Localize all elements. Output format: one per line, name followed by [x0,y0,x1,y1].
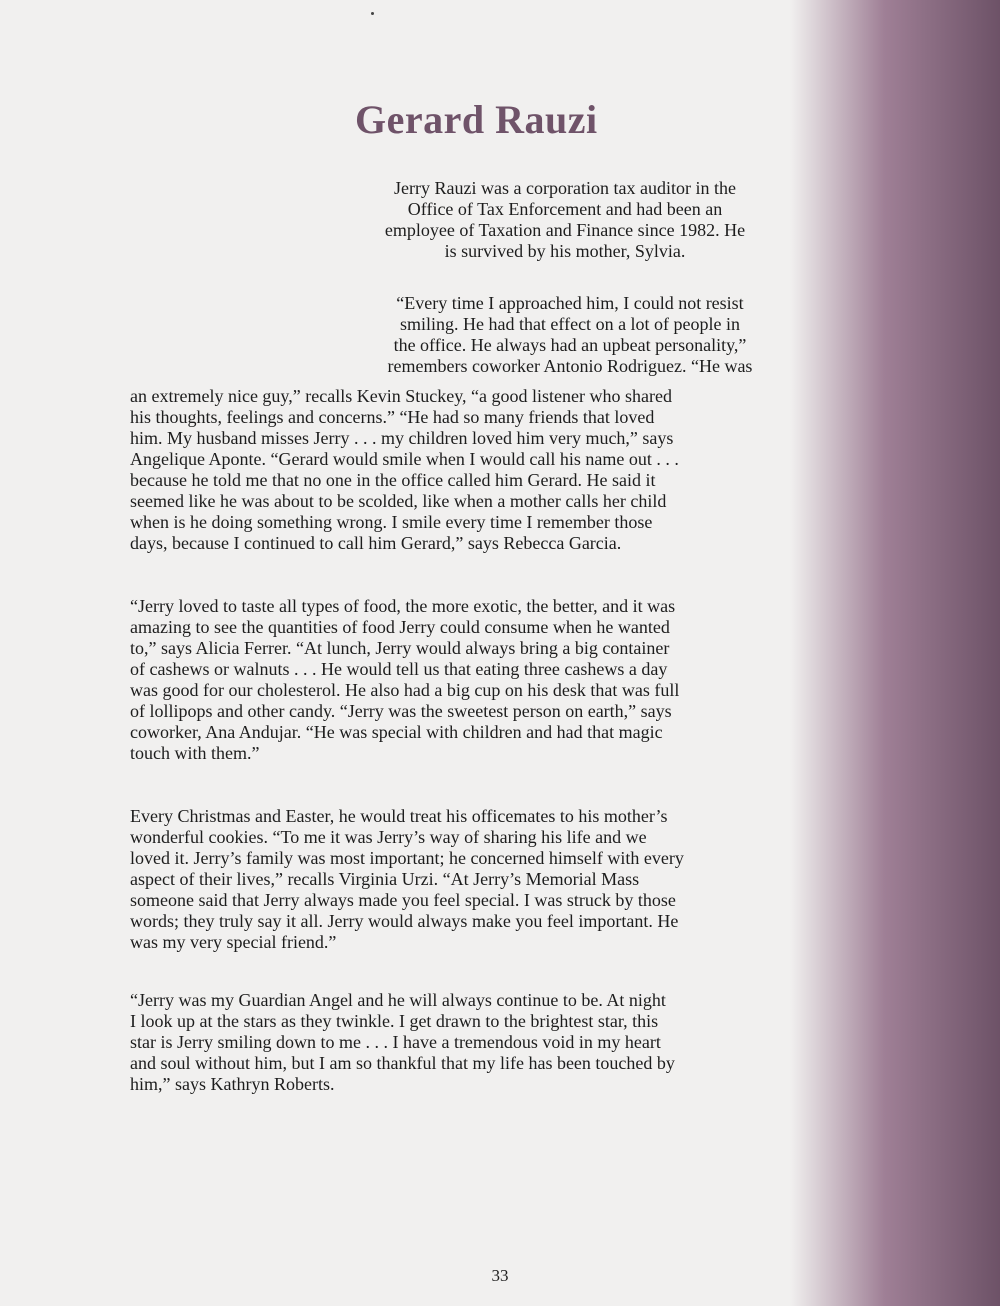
paragraph-guardian-angel: “Jerry was my Guardian Angel and he will always continue to be. At night I look up at the stars as they twinkle. I get drawn to the brightest star, this star is Jerry smiling down to me . . . I have a tremendous void in my heart and soul without him, but I am so thankful that my life has been touched by him,” says Kathryn Roberts. [130,990,675,1094]
paragraph-holidays: Every Christmas and Easter, he would treat his officemates to his mother’s wonderful cookies. “To me it was Jerry’s way of sharing his life and we loved it. Jerry’s family was most important; he concerned himself with every aspect of their lives,” recalls Virginia Urzi. “At Jerry’s Memorial Mass someone said that Jerry always made you feel special. I was struck by those words; they truly say it all. Jerry would always make you feel important. He was my very special friend.” [130,806,684,952]
paragraph-food: “Jerry loved to taste all types of food, the more exotic, the better, and it was amazing to see the quantities of food Jerry could consume when he wanted to,” says Alicia Ferrer. “At lunch, Jerry would always bring a big container of cashews or walnuts . . . He would tell us that eating three cashews a day was good for our cholesterol. He also had a big cup on his desk that was full of lollipops and other candy. “Jerry was the sweetest person on earth,” says coworker, Ana Andujar. “He was special with children and had that magic touch with them.” [130,596,680,763]
paragraph-tribute-bottom: an extremely nice guy,” recalls Kevin Stuckey, “a good listener who shared his thoughts, feelings and concerns.” “He had so many friends that loved him. My husband misses Jerry . . . my children loved him very much,” says Angelique Aponte. “Gerard would smile when I would call his name out . . . because he told me that no one in the office called him Gerard. He said it seemed like he was about to be scolded, like when a mother calls her child when is he doing something wrong. I smile every time I remember those days, because I continued to call him Gerard,” says Rebecca Garcia. [130,386,679,553]
page-mark [371,12,374,15]
portrait-photo [110,100,350,362]
paragraph-intro: Jerry Rauzi was a corporation tax auditor in the Office of Tax Enforcement and had been an employee of Taxation and Finance since 1982. He is survived by his mother, Sylvia. [384,178,746,261]
paragraph-tribute-top: “Every time I approached him, I could not resist smiling. He had that effect on a lot of people in the office. He always had an upbeat personality,” remembers coworker Antonio Rodriguez. “He was [387,293,753,376]
decorative-side-band [790,0,1000,1306]
page-title: Gerard Rauzi [355,97,598,142]
page-number: 33 [491,1266,509,1285]
